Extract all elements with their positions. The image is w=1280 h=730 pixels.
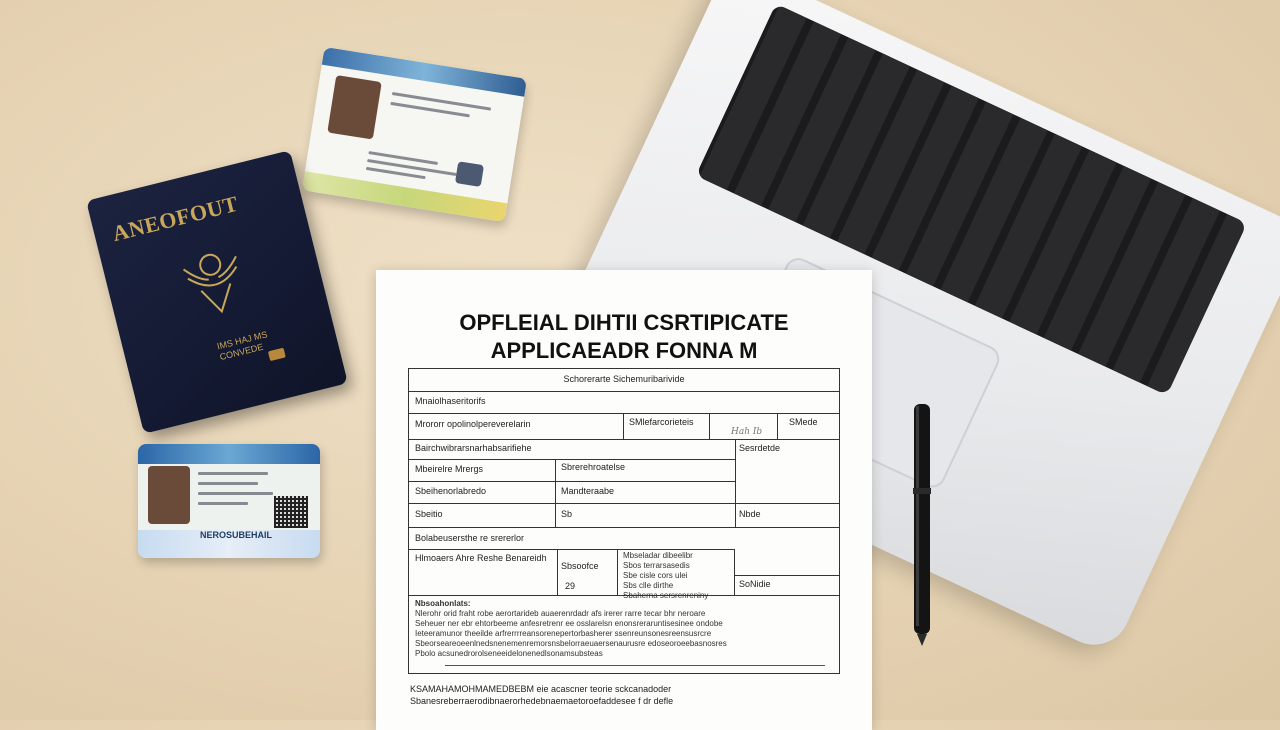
id-card-text-line bbox=[392, 92, 491, 111]
passport bbox=[86, 150, 348, 434]
table-rule bbox=[623, 413, 624, 439]
qr-code-icon bbox=[274, 496, 308, 528]
form-row3-label: Bairchwibrarsnarhabsarifiehe bbox=[415, 443, 532, 453]
form-row7-label: Bolabeusersthe re srererlor bbox=[415, 533, 525, 543]
table-rule bbox=[709, 413, 710, 439]
table-rule bbox=[617, 549, 618, 595]
form-row8-right-line: Sbaherna sersrenreniny bbox=[623, 591, 709, 600]
form-notes-block bbox=[415, 609, 727, 659]
table-rule bbox=[735, 575, 839, 576]
id-card-top bbox=[302, 47, 527, 222]
table-rule bbox=[409, 413, 839, 414]
signature-line bbox=[445, 665, 825, 666]
document-footer-line2: Sbanesreberraerodibnaerorhedebnaemaetoroefaddesee f dr defle bbox=[410, 696, 674, 706]
table-rule bbox=[555, 459, 556, 527]
form-notes-heading: Nbsoahonlats: bbox=[415, 599, 471, 608]
table-rule bbox=[735, 439, 736, 527]
table-rule bbox=[409, 527, 839, 528]
table-rule bbox=[409, 459, 735, 460]
table-rule bbox=[409, 391, 839, 392]
form-row8-right-line: Sbs clle dirthe bbox=[623, 581, 674, 590]
form-row6-mid: Sb bbox=[561, 509, 573, 519]
id-card-text-line bbox=[198, 502, 248, 505]
form-row8-right-block bbox=[623, 551, 708, 601]
table-rule bbox=[409, 503, 839, 504]
form-table bbox=[408, 368, 840, 674]
form-row5-label: Sbeihenorlabredo bbox=[415, 486, 487, 496]
form-row8-right-line: Sbos terrarsasedis bbox=[623, 561, 690, 570]
id-card-text-line bbox=[198, 472, 268, 475]
id-card-seal-icon bbox=[455, 161, 484, 187]
form-row2-handwriting: Hah Ib bbox=[731, 427, 763, 437]
form-row8-mid-b: 29 bbox=[565, 581, 576, 591]
form-row1-label: Mnaiolhaseritorifs bbox=[415, 396, 486, 406]
pen bbox=[910, 398, 934, 646]
form-header-row: Schorerarte Sichemuribarivide bbox=[563, 374, 685, 384]
eagle-emblem-icon bbox=[171, 235, 258, 330]
id-card-text-line bbox=[198, 492, 273, 495]
id-card-top-photo bbox=[327, 75, 382, 139]
form-notes-line: Ieteeramunor theeilde arfrerrrreansorenepertorbasherer ssenreunsonesreensusrcre bbox=[415, 629, 712, 638]
form-row5-mid: Mandteraabe bbox=[561, 486, 615, 496]
passport-title: ANEOFOUT bbox=[109, 190, 241, 247]
id-card-bottom-label: NEROSUBEHAIL bbox=[200, 530, 273, 540]
document-title-line1: OPFLEIAL DIHTII CSRTIPICATE bbox=[459, 310, 789, 335]
application-form-document bbox=[376, 270, 872, 730]
form-row8-right-line: Mbseladar dibeelibr bbox=[623, 551, 693, 560]
form-notes-line: Sbeorseareoeenlnedsnenemenremorsnsbelorraeuaersenaurusre edoseoroeebasnosres bbox=[415, 639, 727, 648]
form-row8-far-right: SoNidie bbox=[739, 579, 771, 589]
form-row6-right: Nbde bbox=[739, 509, 761, 519]
table-rule bbox=[409, 439, 839, 440]
form-row2-right: SMede bbox=[789, 417, 818, 427]
table-rule bbox=[777, 413, 778, 439]
table-rule bbox=[409, 549, 734, 550]
form-row2-mid: SMlefarcorieteis bbox=[629, 417, 694, 427]
form-row3-right: Sesrdetde bbox=[739, 443, 781, 453]
form-row8-label: Hlmoaers Ahre Reshe Benareidh bbox=[415, 553, 547, 563]
id-card-bottom-band bbox=[138, 444, 320, 464]
passport-chip-icon bbox=[268, 348, 286, 362]
form-notes-line: Nlerohr orid fraht robe aerortarideb auaerenrdadr afs irerer rarre tecar bhr neroare bbox=[415, 609, 706, 618]
table-rule bbox=[557, 549, 558, 595]
form-row8-right-line: Sbe cisle cors ulei bbox=[623, 571, 688, 580]
table-rule bbox=[409, 481, 735, 482]
form-notes-line: Pbolo acsunedrorolseneeidelonenedlsonamsubsteas bbox=[415, 649, 603, 658]
document-title-line2: APPLICAEADR FONNA M bbox=[490, 338, 758, 363]
document-footer-line1: KSAMAHAMOHMAMEDBEBM eie acascner teorie sckcanadoder bbox=[410, 684, 672, 694]
form-notes-line: Seheuer ner ebr ehtorbeeme anfesretrenr ee osslarelsn enonsreraruntisesinee ondobe bbox=[415, 619, 723, 628]
form-row8-mid-a: Sbsoofce bbox=[561, 561, 599, 571]
passport-subtitle: IMS HAJ MS CONVEDE bbox=[215, 329, 269, 363]
form-row6-label: Sbeitio bbox=[415, 509, 443, 519]
id-card-text-line bbox=[198, 482, 258, 485]
form-row4-label: Mbeirelre Mrergs bbox=[415, 464, 484, 474]
form-row2-label: Mrororr opolinolpereverelarin bbox=[415, 419, 531, 429]
form-row4-mid: Sbrerehroatelse bbox=[561, 462, 626, 472]
table-rule bbox=[734, 549, 735, 595]
id-card-bottom-photo bbox=[148, 466, 190, 524]
id-card-bottom bbox=[138, 444, 320, 558]
